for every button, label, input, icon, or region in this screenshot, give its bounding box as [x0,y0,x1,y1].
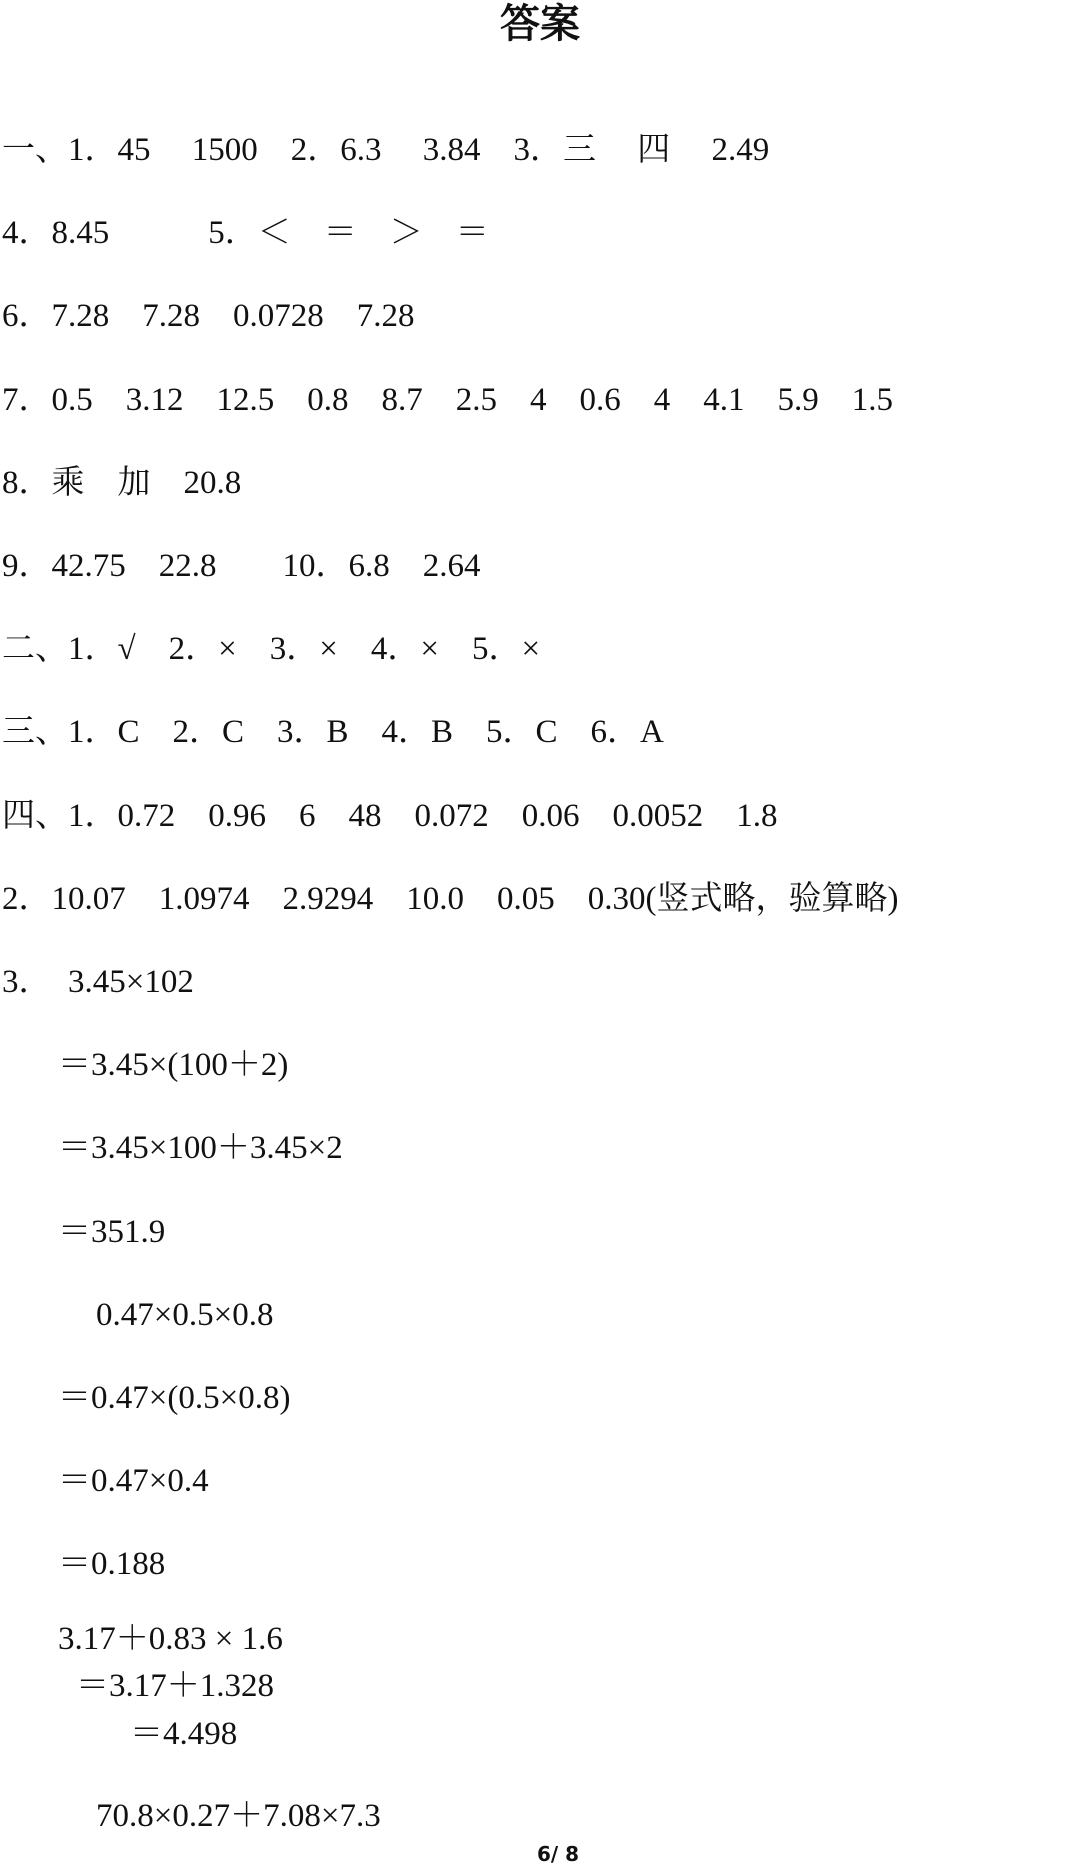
calc-step: ＝3.17＋1.328 [76,1668,274,1704]
answer-line-6: 9．42.75 22.8 10．6.8 2.64 [2,548,481,584]
answer-line-4: 7．0.5 3.12 12.5 0.8 8.7 2.5 4 0.6 4 4.1 5.9 1.5 [2,382,893,418]
page-title: 答案 [500,1,580,47]
answer-line-10: 2．10.07 1.0974 2.9294 10.0 0.05 0.30(竖式略，验算略) [2,881,899,917]
calc-step: ＝3.45×100＋3.45×2 [58,1130,343,1166]
calc-step: ＝4.498 [130,1716,238,1752]
answer-line-8: 三、1．C 2．C 3．B 4．B 5．C 6．A [2,714,664,750]
calc-step: ＝0.188 [58,1546,166,1582]
answer-line-2: 4．8.45 5．＜ ＝ ＞ ＝ [2,215,489,251]
calc-step: ＝3.45×(100＋2) [58,1047,289,1083]
calc-step: ＝0.47×(0.5×0.8) [58,1380,291,1416]
calc-step: ＝0.47×0.4 [58,1463,209,1499]
answer-line-1: 一、1．45 1500 2．6.3 3.84 3．三 四 2.49 [2,132,770,168]
answer-line-11: 3． 3.45×102 [2,964,194,1000]
calc-step: ＝351.9 [58,1214,166,1250]
answer-line-5: 8．乘 加 20.8 [2,465,242,501]
calc-expression: 3.17＋0.83 × 1.6 [58,1621,283,1657]
calc-expression: 0.47×0.5×0.8 [96,1297,274,1333]
answer-line-9: 四、1．0.72 0.96 6 48 0.072 0.06 0.0052 1.8 [2,798,778,834]
page-number: 6/ 8 [536,1842,580,1866]
calc-expression: 70.8×0.27＋7.08×7.3 [96,1798,381,1834]
answer-line-3: 6．7.28 7.28 0.0728 7.28 [2,298,415,334]
answer-line-7: 二、1．√ 2．× 3．× 4．× 5．× [2,631,541,667]
